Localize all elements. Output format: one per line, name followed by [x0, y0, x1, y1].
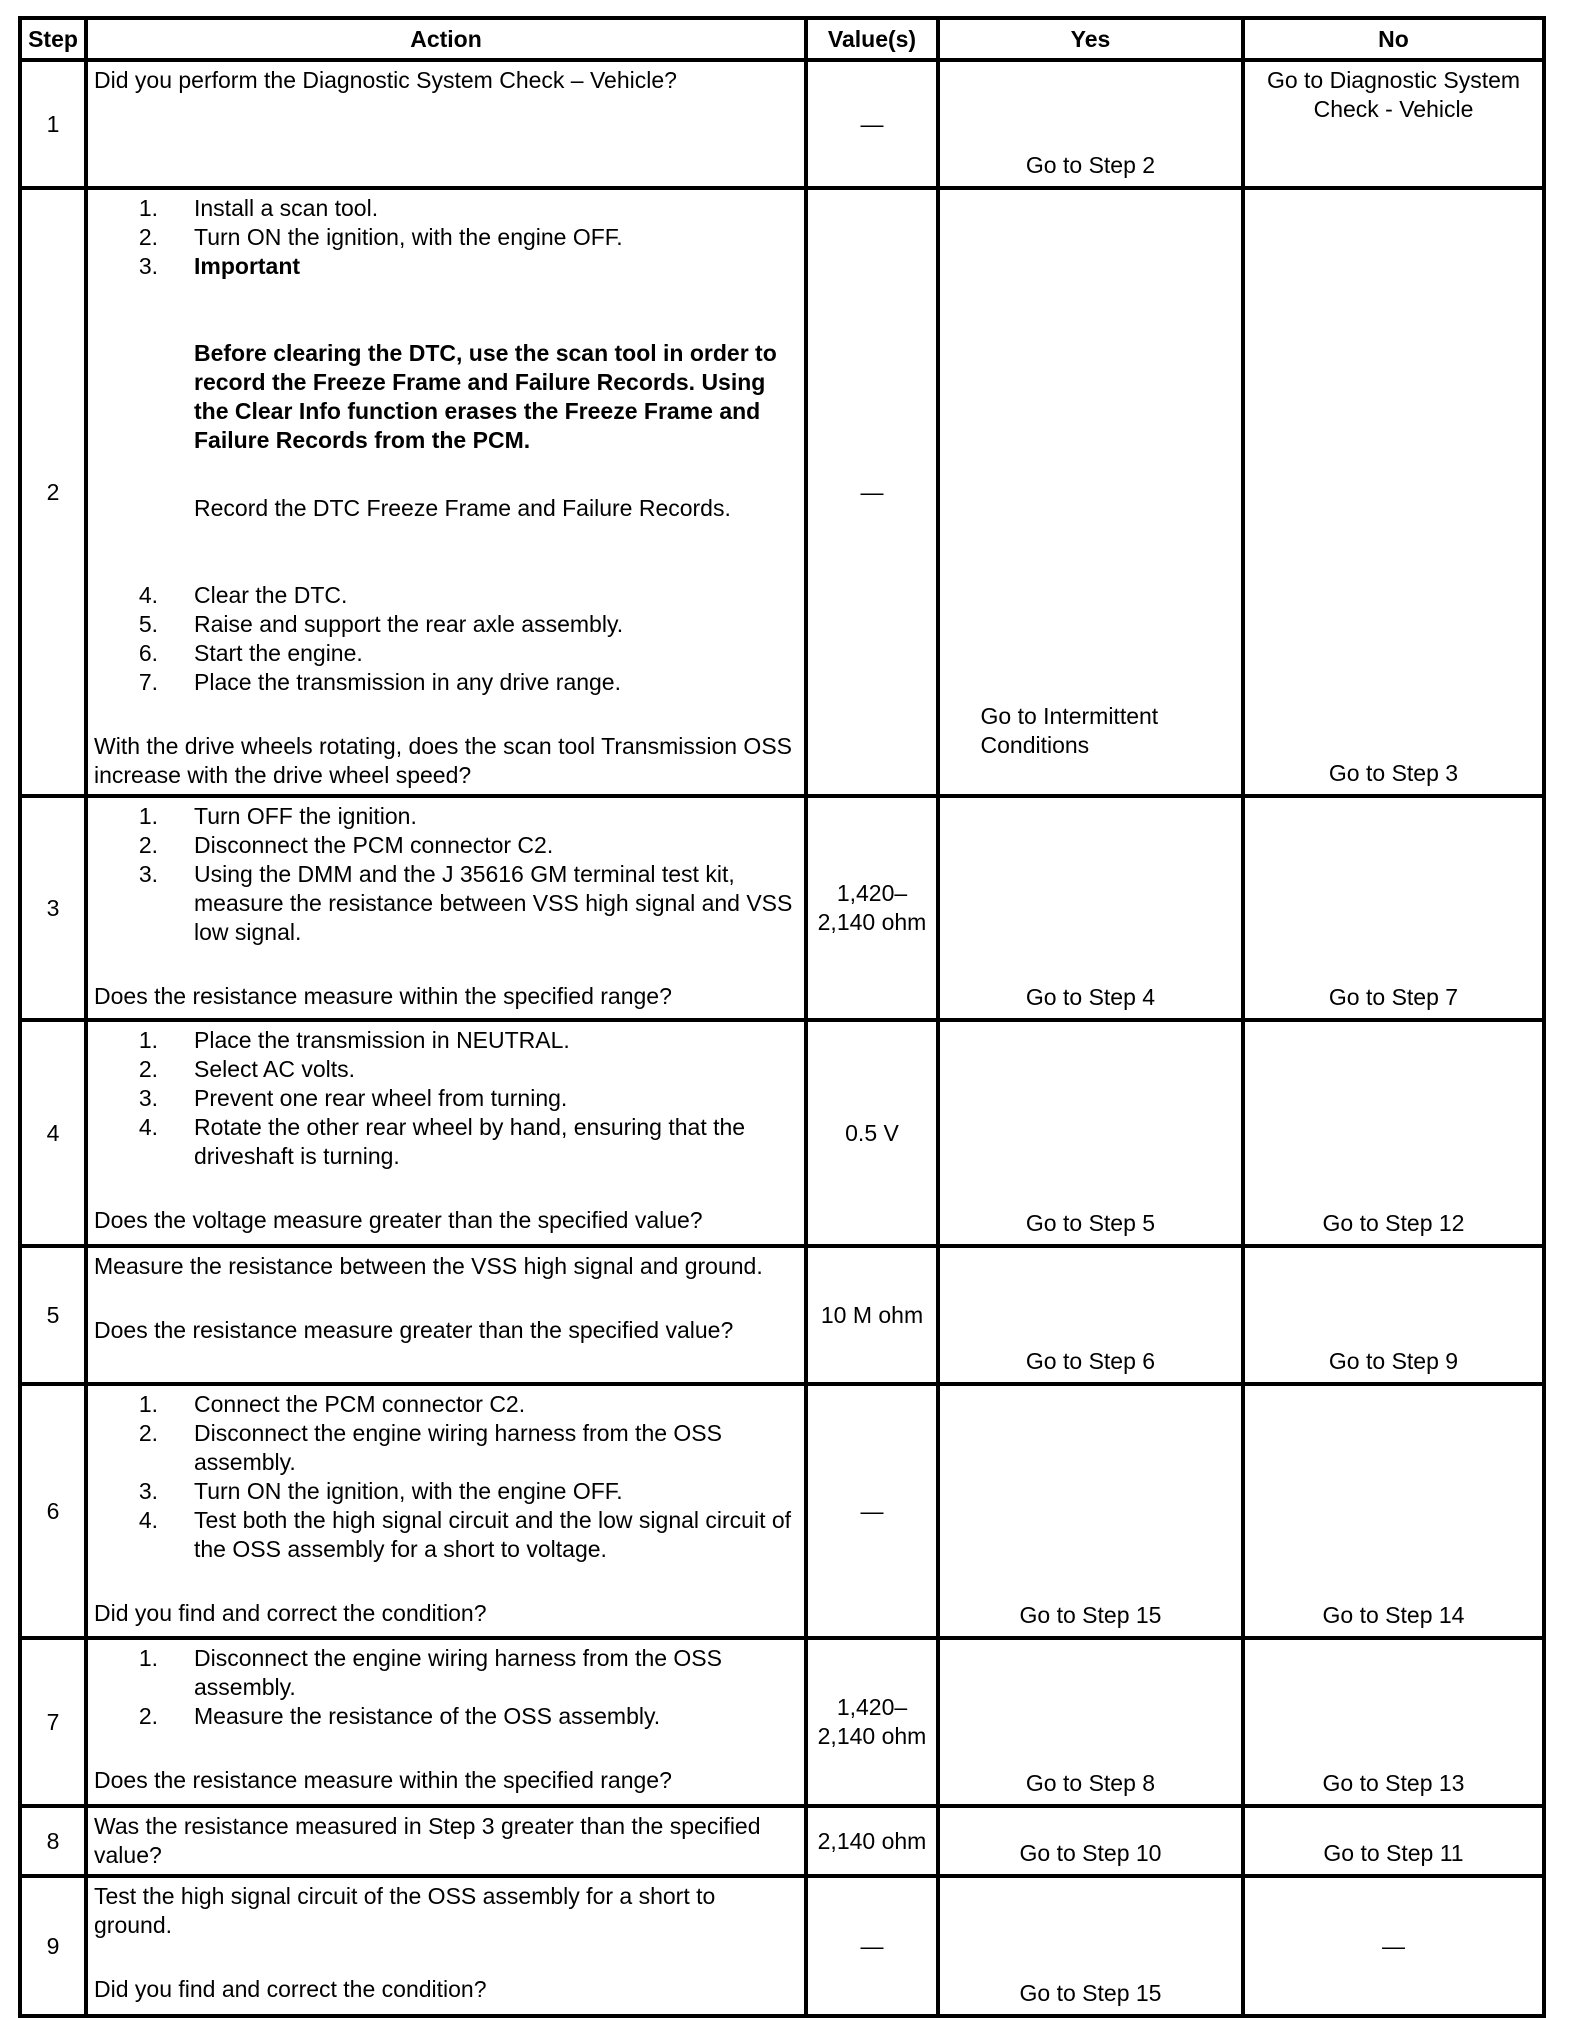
- action-question: Did you find and correct the condition?: [94, 1976, 487, 2002]
- value-cell: 1,420– 2,140 ohm: [806, 796, 938, 1020]
- action-steps: [94, 194, 798, 281]
- no-cell: Go to Step 7: [1243, 796, 1544, 1020]
- list-item: 1. Turn OFF the ignition.: [138, 803, 417, 829]
- record-instruction: Record the DTC Freeze Frame and Failure Records.: [194, 495, 731, 521]
- list-item: 1. Disconnect the engine wiring harness from the OSS assembly.: [138, 1645, 722, 1700]
- header-action: Action: [86, 18, 806, 60]
- yes-cell: Go to Step 15: [938, 1876, 1243, 2016]
- yes-cell: Go to Step 15: [938, 1384, 1243, 1638]
- action-question: Does the resistance measure within the specified range?: [94, 1767, 672, 1793]
- action-steps: [94, 581, 798, 697]
- action-question: Does the resistance measure greater than the specified value?: [94, 1317, 734, 1343]
- header-values: Value(s): [806, 18, 938, 60]
- action-cell: [86, 796, 806, 1020]
- list-item: 1. Place the transmission in NEUTRAL.: [138, 1027, 570, 1053]
- action-cell: [86, 1806, 806, 1876]
- action-question: Does the voltage measure greater than the specified value?: [94, 1207, 703, 1233]
- no-text: Go to Diagnostic System Check - Vehicle: [1266, 67, 1521, 122]
- table-row: [20, 60, 1544, 188]
- no-cell: Go to Step 9: [1243, 1246, 1544, 1384]
- no-cell: Go to Step 12: [1243, 1020, 1544, 1246]
- table-row: [20, 1876, 1544, 2016]
- step-number: 8: [20, 1806, 86, 1876]
- value-cell: —: [806, 1876, 938, 2016]
- important-note: Before clearing the DTC, use the scan tool in order to record the Freeze Frame and Failure Records. Using the Clear Info function erases the Freeze Frame and Failure Records from the PCM.: [194, 340, 777, 453]
- action-question: Did you find and correct the condition?: [94, 1600, 487, 1626]
- table-row: [20, 1638, 1544, 1806]
- list-item: 5. Raise and support the rear axle assembly.: [138, 611, 624, 637]
- yes-cell: Go to Step 5: [938, 1020, 1243, 1246]
- step-number: 5: [20, 1246, 86, 1384]
- list-item: 2. Measure the resistance of the OSS assembly.: [138, 1703, 661, 1729]
- action-cell: [86, 60, 806, 188]
- no-text: —: [1382, 1932, 1405, 1959]
- step-number: 9: [20, 1876, 86, 2016]
- step-number: 4: [20, 1020, 86, 1246]
- action-cell: [86, 188, 806, 796]
- no-cell: [1243, 1876, 1544, 2016]
- action-cell: [86, 1246, 806, 1384]
- yes-cell: [938, 188, 1243, 796]
- table-row: [20, 1020, 1544, 1246]
- list-item: 2. Disconnect the PCM connector C2.: [138, 832, 554, 858]
- value-cell: 0.5 V: [806, 1020, 938, 1246]
- action-cell: [86, 1876, 806, 2016]
- list-item: 3. Prevent one rear wheel from turning.: [138, 1085, 568, 1111]
- list-item: 3. Important: [138, 253, 301, 279]
- diagnostic-table-container: [18, 16, 1542, 2018]
- value-cell: —: [806, 60, 938, 188]
- list-item: 2. Disconnect the engine wiring harness from the OSS assembly.: [138, 1420, 722, 1475]
- action-text: Test the high signal circuit of the OSS assembly for a short to ground.: [94, 1883, 716, 1938]
- header-yes: Yes: [938, 18, 1243, 60]
- list-item: 2. Select AC volts.: [138, 1056, 356, 1082]
- table-row: [20, 1246, 1544, 1384]
- value-cell: —: [806, 1384, 938, 1638]
- step-number: 1: [20, 60, 86, 188]
- yes-cell: Go to Step 4: [938, 796, 1243, 1020]
- list-item: 2. Turn ON the ignition, with the engine OFF.: [138, 224, 623, 250]
- value-cell: 2,140 ohm: [806, 1806, 938, 1876]
- yes-cell: Go to Step 2: [938, 60, 1243, 188]
- step-number: 2: [20, 188, 86, 796]
- table-row: [20, 188, 1544, 796]
- action-text: Was the resistance measured in Step 3 greater than the specified value?: [94, 1813, 761, 1868]
- no-cell: Go to Step 14: [1243, 1384, 1544, 1638]
- no-cell: Go to Step 11: [1243, 1806, 1544, 1876]
- list-item: 4. Test both the high signal circuit and the low signal circuit of the OSS assembly for a short to voltage.: [138, 1507, 792, 1562]
- list-item: 4. Clear the DTC.: [138, 582, 348, 608]
- no-cell: Go to Step 3: [1243, 188, 1544, 796]
- value-cell: 10 M ohm: [806, 1246, 938, 1384]
- action-cell: [86, 1020, 806, 1246]
- list-item: 7. Place the transmission in any drive range.: [138, 669, 621, 695]
- no-cell: Go to Step 13: [1243, 1638, 1544, 1806]
- value-cell: 1,420– 2,140 ohm: [806, 1638, 938, 1806]
- list-item: 1. Install a scan tool.: [138, 195, 379, 221]
- action-steps: [94, 1026, 798, 1171]
- action-steps: [94, 802, 798, 947]
- table-row: [20, 796, 1544, 1020]
- action-cell: [86, 1638, 806, 1806]
- yes-text: Go to Intermittent Conditions: [980, 703, 1159, 758]
- header-step: Step: [20, 18, 86, 60]
- header-no: No: [1243, 18, 1544, 60]
- action-text: Measure the resistance between the VSS high signal and ground.: [94, 1253, 763, 1279]
- list-item: 4. Rotate the other rear wheel by hand, ensuring that the driveshaft is turning.: [138, 1114, 746, 1169]
- table-row: [20, 1384, 1544, 1638]
- step-number: 3: [20, 796, 86, 1020]
- diagnostic-table: [18, 16, 1546, 2018]
- no-cell: [1243, 60, 1544, 188]
- table-row: [20, 1806, 1544, 1876]
- header-row: [20, 18, 1544, 60]
- action-question: Does the resistance measure within the specified range?: [94, 983, 672, 1009]
- list-item: 3. Using the DMM and the J 35616 GM terminal test kit, measure the resistance between VSS high signal and VSS low signal.: [138, 861, 793, 945]
- list-item: 1. Connect the PCM connector C2.: [138, 1391, 526, 1417]
- list-item: 6. Start the engine.: [138, 640, 363, 666]
- list-item: 3. Turn ON the ignition, with the engine OFF.: [138, 1478, 623, 1504]
- action-question: With the drive wheels rotating, does the scan tool Transmission OSS increase with the drive wheel speed?: [94, 733, 792, 788]
- action-cell: [86, 1384, 806, 1638]
- step-number: 7: [20, 1638, 86, 1806]
- yes-cell: Go to Step 6: [938, 1246, 1243, 1384]
- yes-cell: Go to Step 8: [938, 1638, 1243, 1806]
- action-text: Did you perform the Diagnostic System Check – Vehicle?: [94, 67, 677, 93]
- value-cell: —: [806, 188, 938, 796]
- action-steps: [94, 1644, 798, 1731]
- step-number: 6: [20, 1384, 86, 1638]
- yes-cell: Go to Step 10: [938, 1806, 1243, 1876]
- action-steps: [94, 1390, 798, 1564]
